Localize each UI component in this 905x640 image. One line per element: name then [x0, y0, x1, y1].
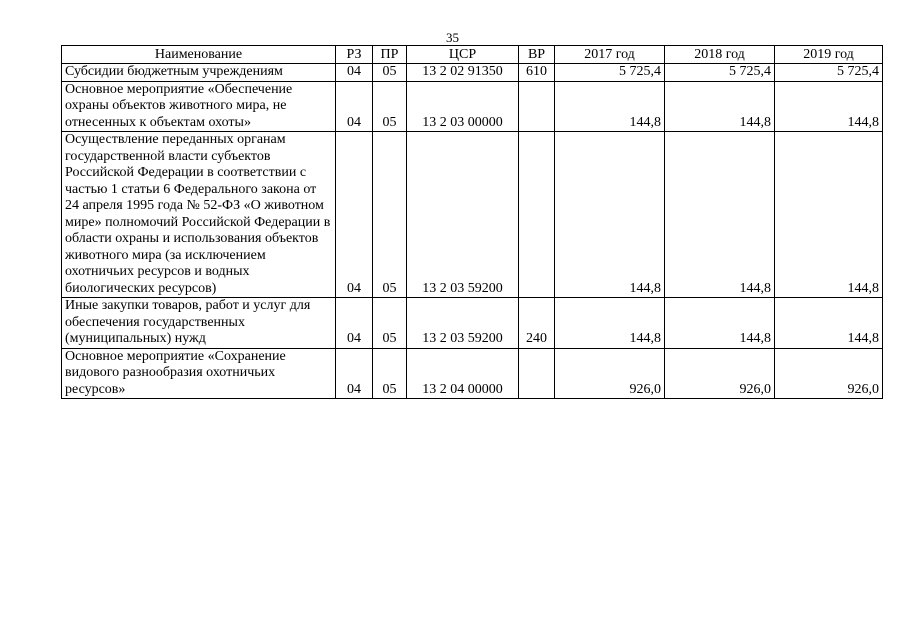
- cell-2017: 144,8: [555, 298, 665, 349]
- cell-name: Основное мероприятие «Обеспечение охраны объектов животного мира, не отнесенных к объектам охоты»: [62, 81, 336, 132]
- cell-vr: 240: [519, 298, 555, 349]
- page-number: 35: [446, 30, 459, 45]
- cell-vr: [519, 348, 555, 399]
- column-header-pr: ПР: [373, 46, 407, 64]
- cell-2018: 5 725,4: [665, 64, 775, 82]
- table-row: [62, 132, 883, 298]
- cell-rz: 04: [336, 132, 373, 298]
- cell-2017: 144,8: [555, 132, 665, 298]
- cell-rz: 04: [336, 348, 373, 399]
- budget-table: [61, 45, 883, 399]
- cell-2019: 144,8: [775, 298, 883, 349]
- cell-2018: 144,8: [665, 81, 775, 132]
- cell-vr: 610: [519, 64, 555, 82]
- cell-csr: 13 2 02 91350: [407, 64, 519, 82]
- cell-2017: 144,8: [555, 81, 665, 132]
- header-row: [62, 46, 883, 64]
- cell-2017: 5 725,4: [555, 64, 665, 82]
- cell-pr: 05: [373, 132, 407, 298]
- cell-vr: [519, 132, 555, 298]
- column-header-2018: 2018 год: [665, 46, 775, 64]
- cell-csr: 13 2 03 59200: [407, 298, 519, 349]
- cell-csr: 13 2 04 00000: [407, 348, 519, 399]
- cell-rz: 04: [336, 81, 373, 132]
- cell-2018: 144,8: [665, 132, 775, 298]
- cell-csr: 13 2 03 59200: [407, 132, 519, 298]
- cell-2019: 5 725,4: [775, 64, 883, 82]
- column-header-rz: РЗ: [336, 46, 373, 64]
- cell-name: Иные закупки товаров, работ и услуг для обеспечения государственных (муниципальных) нужд: [62, 298, 336, 349]
- cell-rz: 04: [336, 298, 373, 349]
- cell-pr: 05: [373, 64, 407, 82]
- cell-2018: 926,0: [665, 348, 775, 399]
- column-header-2017: 2017 год: [555, 46, 665, 64]
- cell-2019: 144,8: [775, 132, 883, 298]
- table-row: [62, 298, 883, 349]
- cell-csr: 13 2 03 00000: [407, 81, 519, 132]
- cell-name: Субсидии бюджетным учреждениям: [62, 64, 336, 82]
- cell-name: Осуществление переданных органам государственной власти субъектов Российской Федерации в соответствии с частью 1 статьи 6 Федерального закона от 24 апреля 1995 года № 52-ФЗ «О животном мире» полномочий Российской Федерации в области охраны и использования объектов животного мира (за исключением охотничьих ресурсов и водных биологических ресурсов): [62, 132, 336, 298]
- cell-pr: 05: [373, 348, 407, 399]
- cell-2018: 144,8: [665, 298, 775, 349]
- table-row: [62, 348, 883, 399]
- column-header-2019: 2019 год: [775, 46, 883, 64]
- cell-pr: 05: [373, 298, 407, 349]
- cell-2019: 926,0: [775, 348, 883, 399]
- column-header-name: Наименование: [62, 46, 336, 64]
- table-row: [62, 81, 883, 132]
- cell-pr: 05: [373, 81, 407, 132]
- table-row: [62, 64, 883, 82]
- column-header-vr: ВР: [519, 46, 555, 64]
- cell-2019: 144,8: [775, 81, 883, 132]
- cell-vr: [519, 81, 555, 132]
- cell-rz: 04: [336, 64, 373, 82]
- cell-name: Основное мероприятие «Сохранение видового разнообразия охотничьих ресурсов»: [62, 348, 336, 399]
- table-body: [62, 64, 883, 399]
- table-header: [62, 46, 883, 64]
- column-header-csr: ЦСР: [407, 46, 519, 64]
- cell-2017: 926,0: [555, 348, 665, 399]
